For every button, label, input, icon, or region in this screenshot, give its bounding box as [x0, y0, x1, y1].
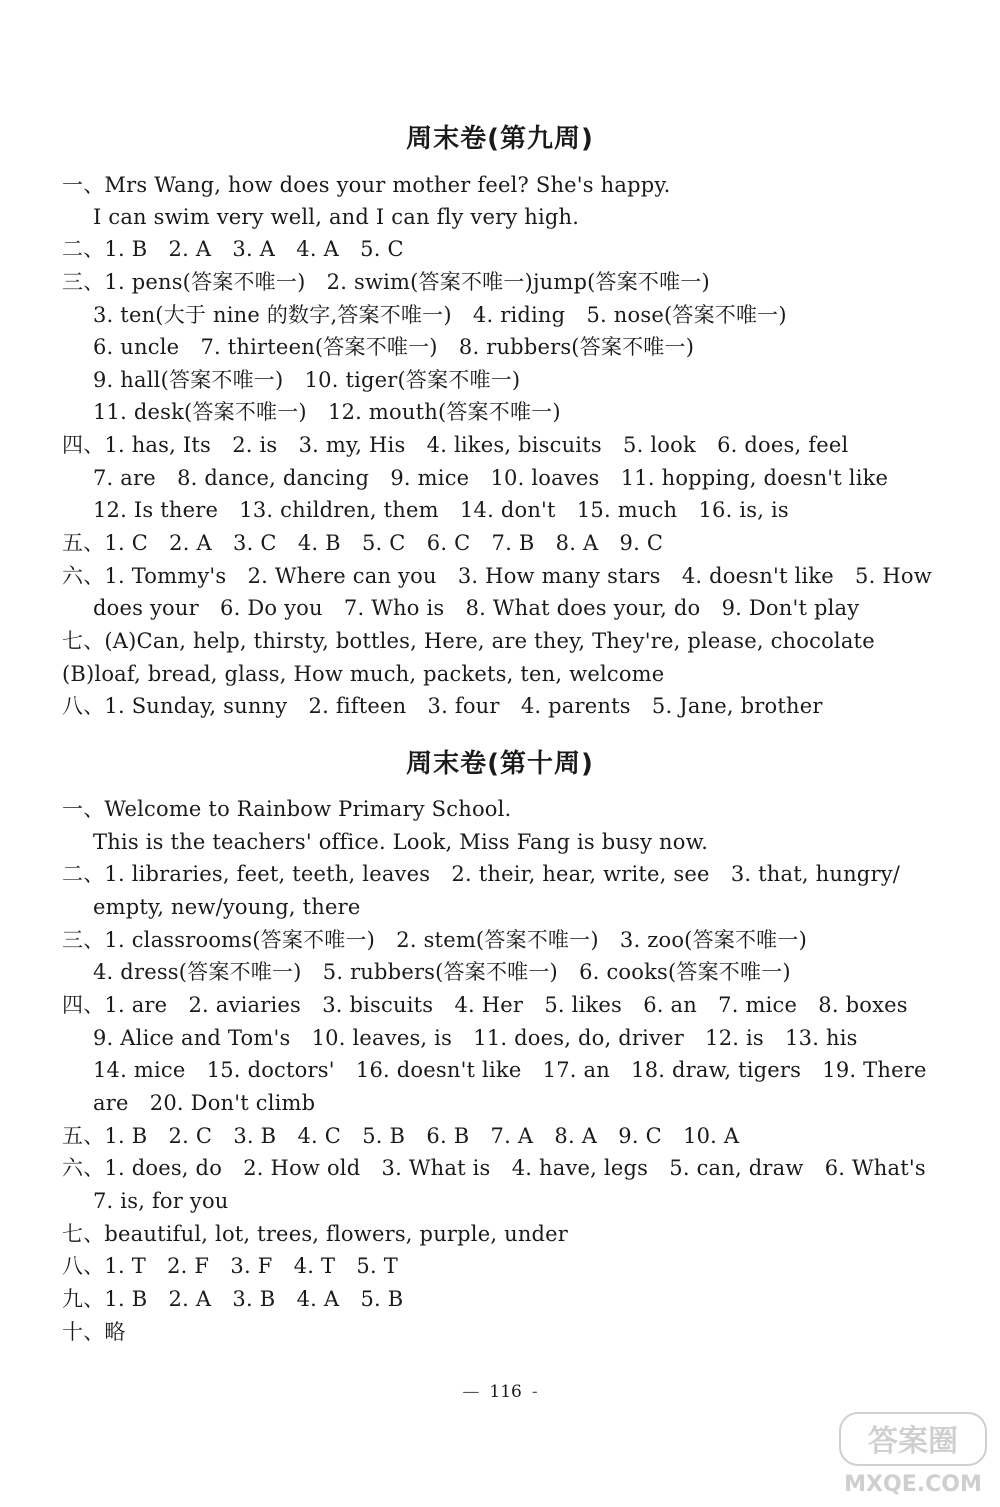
answer-line: 六、1. Tommy's 2. Where can you 3. How many stars 4. doesn't like 5. How — [62, 564, 932, 588]
answer-line: 四、1. are 2. aviaries 3. biscuits 4. Her 5. likes 6. an 7. mice 8. boxes — [62, 993, 908, 1017]
answer-line: 七、(A)Can, help, thirsty, bottles, Here, are they, They're, please, chocolate — [62, 629, 875, 653]
answer-line: 12. Is there 13. children, them 14. don't 15. much 16. is, is — [93, 498, 789, 522]
answer-line: does your 6. Do you 7. Who is 8. What does your, do 9. Don't play — [93, 596, 860, 620]
answer-line: 二、1. libraries, feet, teeth, leaves 2. their, hear, write, see 3. that, hungry/ — [62, 862, 901, 886]
answer-line: 九、1. B 2. A 3. B 4. A 5. B — [62, 1287, 404, 1311]
answer-line: are 20. Don't climb — [93, 1091, 316, 1115]
answer-line: 七、beautiful, lot, trees, flowers, purple, under — [62, 1222, 569, 1246]
answer-line: 三、1. classrooms(答案不唯一) 2. stem(答案不唯一) 3. zoo(答案不唯一) — [62, 928, 807, 952]
answer-line: 11. desk(答案不唯一) 12. mouth(答案不唯一) — [93, 400, 561, 424]
answer-line: 一、Welcome to Rainbow Primary School. — [62, 797, 512, 821]
watermark-logo-text: 答案圈 — [868, 1424, 958, 1459]
answer-line: 四、1. has, Its 2. is 3. my, His 4. likes, biscuits 5. look 6. does, feel — [62, 433, 849, 457]
answer-line: 9. hall(答案不唯一) 10. tiger(答案不唯一) — [93, 368, 521, 392]
answer-line: 二、1. B 2. A 3. A 4. A 5. C — [62, 237, 404, 261]
section-title-week10: 周末卷(第十周) — [406, 749, 594, 779]
answer-line: 八、1. Sunday, sunny 2. fifteen 3. four 4. parents 5. Jane, brother — [62, 694, 823, 718]
section-title-week9: 周末卷(第九周) — [406, 124, 594, 154]
answer-line: 6. uncle 7. thirteen(答案不唯一) 8. rubbers(答案不唯一) — [93, 335, 695, 359]
answer-line: empty, new/young, there — [93, 895, 361, 919]
answer-line: 7. is, for you — [93, 1189, 229, 1213]
answer-line: 五、1. B 2. C 3. B 4. C 5. B 6. B 7. A 8. A 9. C 10. A — [62, 1124, 740, 1148]
answer-line: 9. Alice and Tom's 10. leaves, is 11. does, do, driver 12. is 13. his — [93, 1026, 858, 1050]
watermark-site-text: MXQE.COM — [844, 1472, 982, 1497]
answer-line: 五、1. C 2. A 3. C 4. B 5. C 6. C 7. B 8. A 9. C — [62, 531, 664, 555]
answer-line: I can swim very well, and I can fly very high. — [93, 205, 580, 229]
answer-line: This is the teachers' office. Look, Miss Fang is busy now. — [93, 830, 709, 854]
answer-line: 7. are 8. dance, dancing 9. mice 10. loaves 11. hopping, doesn't like — [93, 466, 889, 490]
answer-line: (B)loaf, bread, glass, How much, packets, ten, welcome — [62, 662, 665, 686]
page-number — [0, 1382, 1000, 1402]
answer-line: 十、略 — [62, 1320, 126, 1344]
page-number-value: 116 — [489, 1382, 522, 1402]
answer-line: 4. dress(答案不唯一) 5. rubbers(答案不唯一) 6. cooks(答案不唯一) — [93, 960, 791, 984]
answer-line: 14. mice 15. doctors' 16. doesn't like 17. an 18. draw, tigers 19. There — [93, 1058, 927, 1082]
answer-line: 八、1. T 2. F 3. F 4. T 5. T — [62, 1254, 398, 1278]
answer-line: 三、1. pens(答案不唯一) 2. swim(答案不唯一)jump(答案不唯一) — [62, 270, 710, 294]
answer-line: 3. ten(大于 nine 的数字,答案不唯一) 4. riding 5. nose(答案不唯一) — [93, 303, 787, 327]
page-number-dash-left: — — [462, 1382, 480, 1402]
watermark-logo — [838, 1411, 988, 1499]
answer-line: 六、1. does, do 2. How old 3. What is 4. have, legs 5. can, draw 6. What's — [62, 1156, 926, 1180]
page-number-dash-right: - — [531, 1382, 538, 1402]
answer-line: 一、Mrs Wang, how does your mother feel? She's happy. — [62, 173, 671, 197]
